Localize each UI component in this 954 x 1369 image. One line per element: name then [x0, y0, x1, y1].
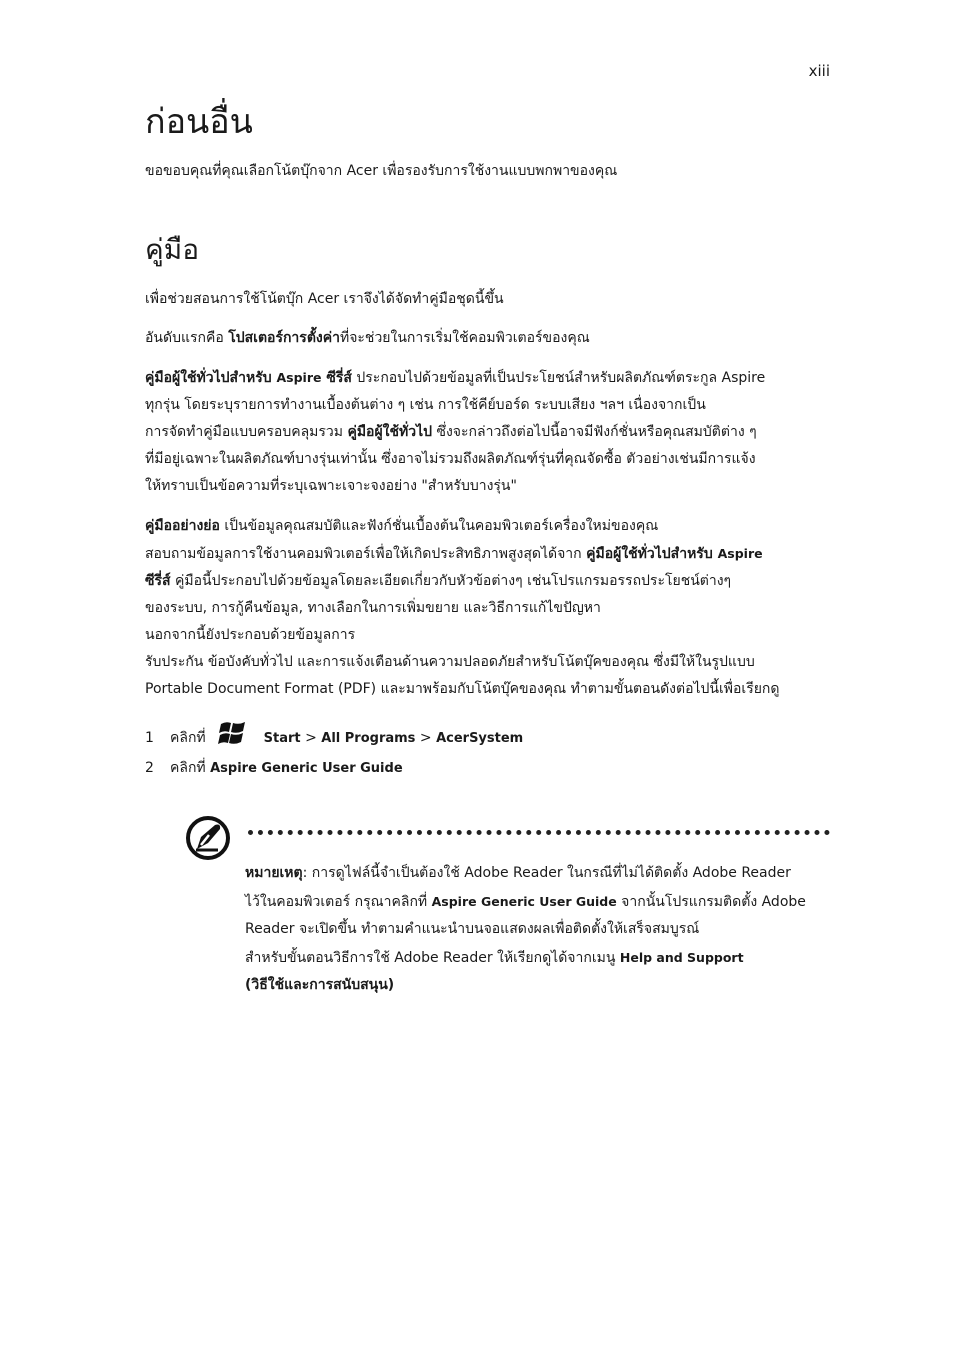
quick-guide-term: คู่มืออย่างย่อ — [145, 518, 220, 534]
note-line: Reader จะเปิดขึ้น ทำตามคำแนะนำบนจอแสดงผลเพื่อติดตั้งให้เสร็จสมบูรณ์ — [245, 921, 700, 937]
page-number: xiii — [808, 62, 830, 80]
step-2 — [145, 755, 403, 782]
intro-paragraph: ขอขอบคุณที่คุณเลือกโน้ตบุ๊กจาก Acer เพื่อรองรับการใช้งานแบบพกพาของคุณ — [145, 163, 618, 179]
text-span: สำหรับขั้นตอนวิธีการใช้ Adobe Reader ให้เรียกดูได้จากเมนู — [245, 949, 620, 966]
note-label: หมายเหตุ — [245, 865, 303, 881]
note-divider — [248, 830, 830, 835]
generic-guide-paragraph — [145, 364, 825, 500]
paragraph-line — [145, 419, 825, 446]
note-line — [245, 944, 825, 973]
note-box — [245, 860, 825, 1000]
text-span: ที่จะช่วยในการเริ่มใช้คอมพิวเตอร์ของคุณ — [339, 330, 590, 346]
guides-paragraph-1: เพื่อช่วยสอนการใช้โน้ตบุ๊ก Acer เราจึงได้จัดทำคู่มือชุดนี้ขึ้น — [145, 291, 504, 307]
all-programs-label: All Programs — [321, 730, 416, 746]
help-support-label: Help and Support — [619, 949, 744, 965]
generic-guide-term: คู่มือผู้ใช้ทั่วไป — [347, 424, 433, 440]
series-term: ซีรี่ส์ — [321, 370, 352, 386]
quick-guide-paragraph — [145, 513, 825, 703]
text-span: : การดูไฟล์นี้จำเป็นต้องใช้ Adobe Reader ในกรณีที่ไม่ได้ติดตั้ง Adobe Reader — [302, 865, 791, 881]
section-title-before-you-begin: ก่อนอื่น — [145, 102, 253, 142]
aspire-term: Aspire — [717, 546, 763, 561]
note-pen-icon — [185, 815, 231, 865]
text-span: ซึ่งจะกล่าวถึงต่อไปนี้อาจมีฟังก์ชั่นหรือคุณสมบัติต่าง ๆ — [432, 424, 757, 440]
step-prefix: คลิกที่ — [170, 760, 211, 776]
start-menu-label: Start — [263, 730, 301, 746]
paragraph-line — [145, 540, 825, 568]
text-span: การจัดทำคู่มือแบบครอบคลุมรวม — [145, 424, 348, 440]
paragraph-line — [145, 568, 825, 595]
paragraph-line: ที่มีอยู่เฉพาะในผลิตภัณฑ์บางรุ่นเท่านั้น ซึ่งอาจไม่รวมถึงผลิตภัณฑ์รุ่นที่คุณจัดซื้อ ตัวอย่างเช่นมีการแจ้ง — [145, 451, 756, 467]
step-number: 1 — [145, 729, 154, 746]
paragraph-line — [145, 513, 825, 540]
text-span: สอบถามข้อมูลการใช้งานคอมพิวเตอร์เพื่อให้เกิดประสิทธิภาพสูงสุดได้จาก — [145, 546, 587, 562]
paragraph-line: ให้ทราบเป็นข้อความที่ระบุเฉพาะเจาะจงอย่าง "สำหรับบางรุ่น" — [145, 478, 517, 494]
series-term: ซีรี่ส์ — [145, 573, 171, 589]
step-1 — [145, 719, 523, 757]
separator: > — [300, 729, 322, 746]
aspire-guide-label: Aspire Generic User Guide — [431, 893, 617, 909]
acersystem-label: AcerSystem — [436, 730, 524, 746]
paragraph-line: รับประกัน ข้อบังคับทั่วไป และการแจ้งเตือนด้านความปลอดภัยสำหรับโน้ตบุ๊คของคุณ ซึ่งมีให้ในรูปแบบ — [145, 654, 755, 670]
guides-paragraph-2 — [145, 325, 825, 352]
text-span: คู่มือนี้ประกอบไปด้วยข้อมูลโดยละเอียดเกี่ยวกับหัวข้อต่างๆ เช่นโปรแกรมอรรถประโยชน์ต่างๆ — [170, 573, 732, 589]
note-line — [245, 888, 825, 917]
paragraph-line: Portable Document Format (PDF) และมาพร้อมกับโน้ตบุ๊คของคุณ ทำตามขั้นตอนดังต่อไปนี้เพื่อเรียกดู — [145, 681, 780, 697]
generic-guide-term: คู่มือผู้ใช้ทั่วไปสำหรับ — [586, 546, 718, 562]
text-span: อันดับแรกคือ — [145, 330, 229, 346]
setup-poster-term: โปสเตอร์การตั้งค่า — [228, 330, 340, 346]
paragraph-line — [145, 364, 825, 392]
paragraph-line: ทุกรุ่น โดยระบุรายการทำงานเบื้องต้นต่าง ๆ เช่น การใช้คีย์บอร์ด ระบบเสียง ฯลฯ เนื่องจากเป็น — [145, 397, 706, 413]
step-prefix: คลิกที่ — [170, 729, 206, 746]
step-number: 2 — [145, 760, 154, 776]
aspire-term: Aspire — [276, 370, 322, 385]
text-span: เป็นข้อมูลคุณสมบัติและฟังก์ชั่นเบื้องต้นในคอมพิวเตอร์เครื่องใหม่ของคุณ — [219, 518, 659, 534]
paragraph-line: นอกจากนี้ยังประกอบด้วยข้อมูลการ — [145, 627, 356, 643]
separator: > — [415, 729, 437, 746]
text-span: ไว้ในคอมพิวเตอร์ กรุณาคลิกที่ — [245, 893, 432, 910]
generic-guide-term: คู่มือผู้ใช้ทั่วไปสำหรับ — [145, 370, 277, 386]
note-line — [245, 860, 825, 888]
section-title-guides: คู่มือ — [145, 233, 200, 266]
paragraph-line: ของระบบ, การกู้คืนข้อมูล, ทางเลือกในการเพิ่มขยาย และวิธีการแก้ไขปัญหา — [145, 600, 601, 616]
windows-logo-icon — [218, 719, 250, 757]
aspire-guide-label: Aspire Generic User Guide — [210, 761, 403, 776]
text-span: จากนั้นโปรแกรมติดตั้ง Adobe — [616, 893, 806, 910]
note-line — [245, 972, 825, 1000]
text-span: ประกอบไปด้วยข้อมูลที่เป็นประโยชน์สำหรับผลิตภัณฑ์ตระกูล Aspire — [351, 370, 766, 386]
help-support-thai-label: (วิธีใช้และการสนับสนุน) — [245, 977, 395, 993]
